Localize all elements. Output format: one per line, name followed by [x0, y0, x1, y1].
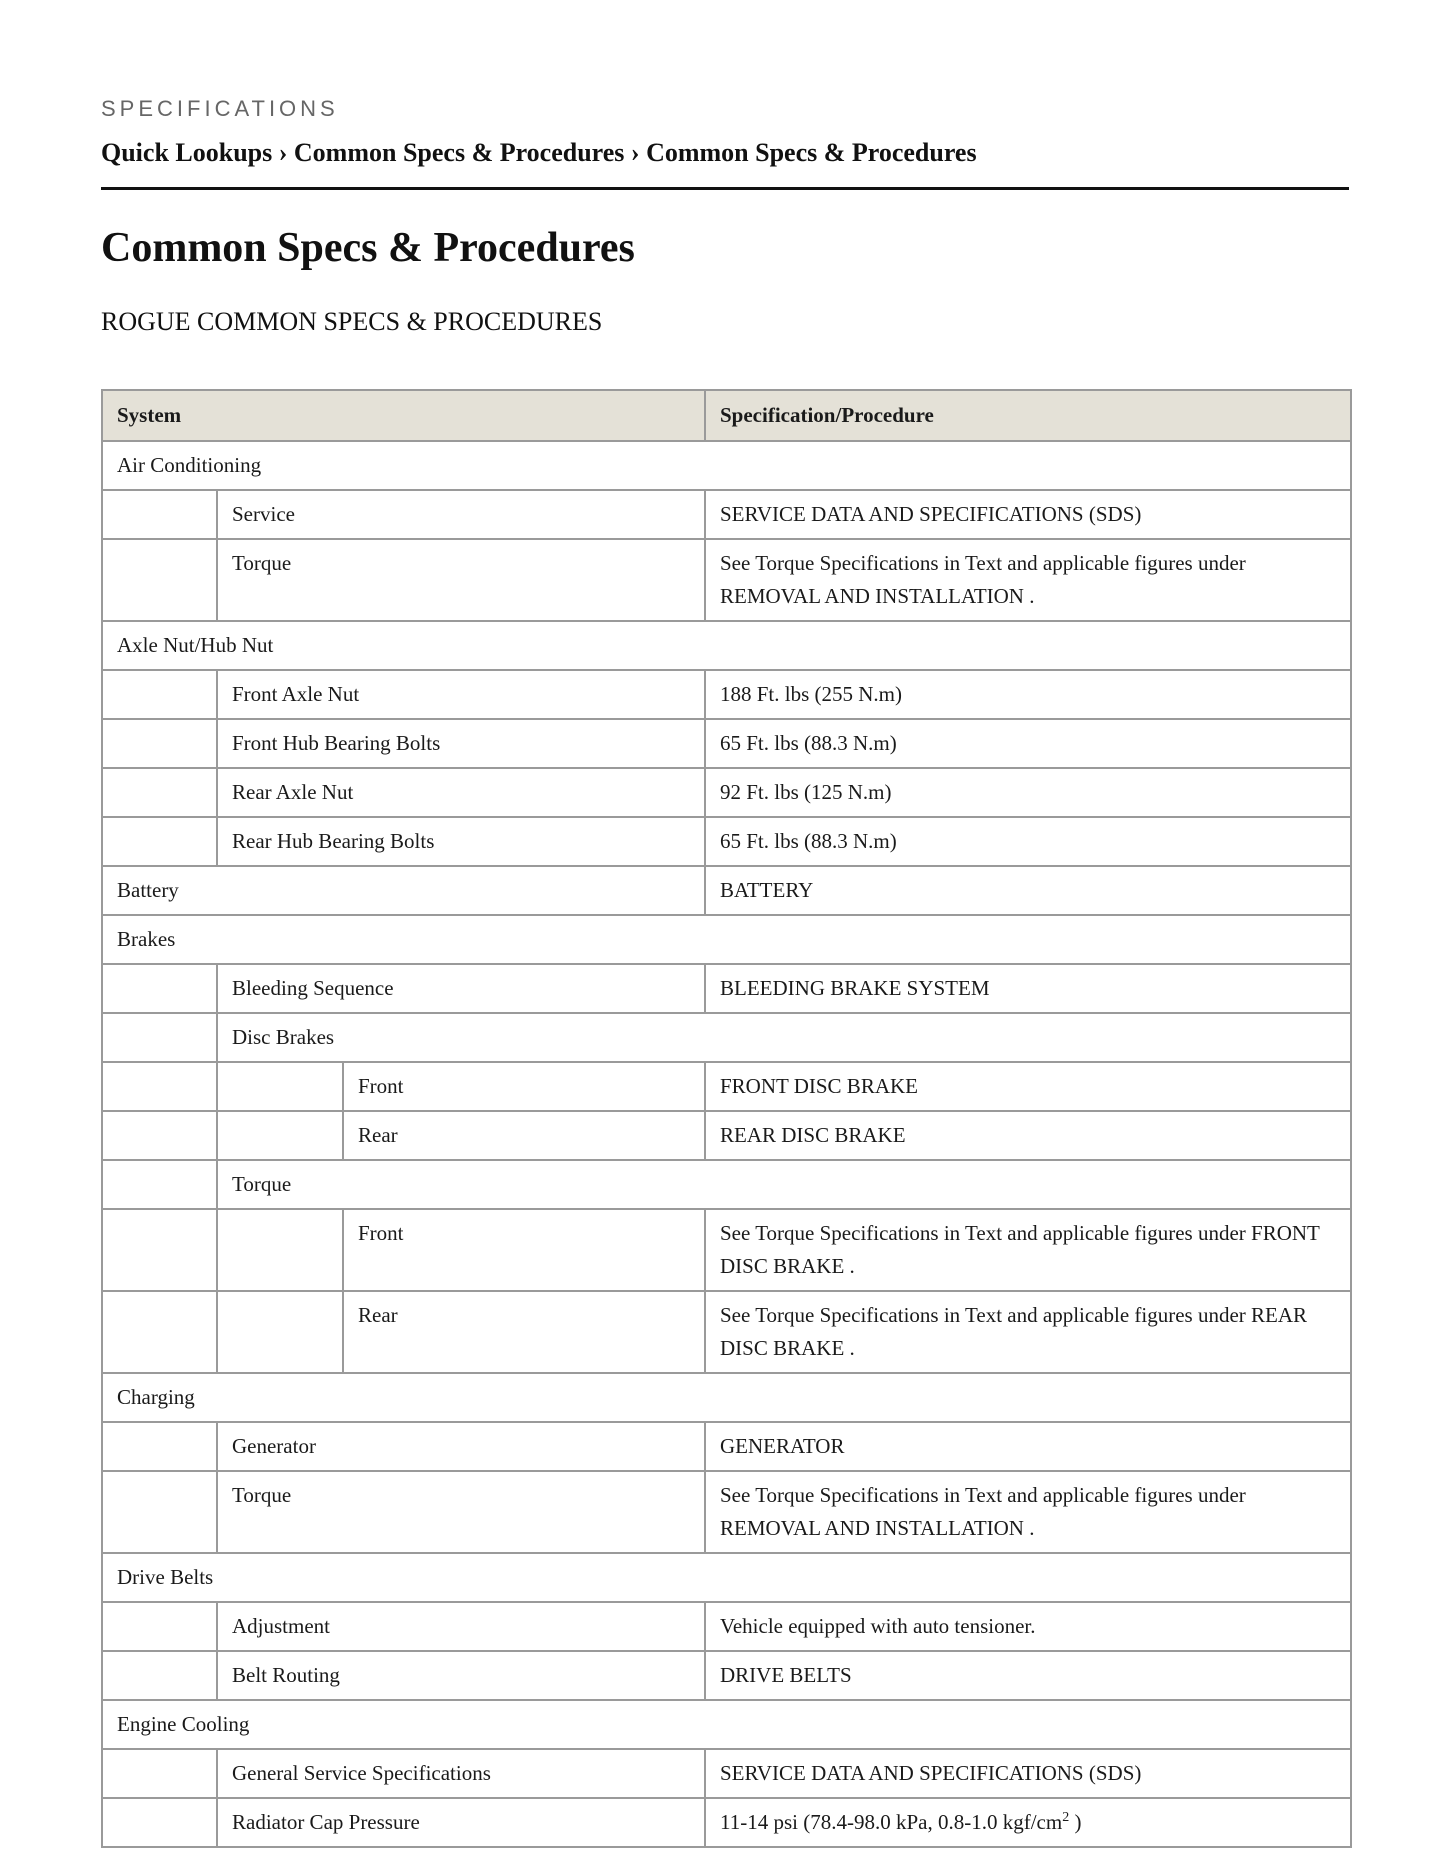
system-cell: Engine Cooling [102, 1700, 1351, 1749]
system-cell: Torque [217, 1471, 705, 1553]
indent-cell [102, 1209, 217, 1291]
system-cell: Brakes [102, 915, 1351, 964]
system-cell: Torque [217, 1160, 1351, 1209]
system-cell: Rear [343, 1111, 705, 1160]
specification-cell [705, 1798, 1351, 1847]
specification-cell: 188 Ft. lbs (255 N.m) [705, 670, 1351, 719]
specification-cell: SERVICE DATA AND SPECIFICATIONS (SDS) [705, 490, 1351, 539]
system-cell: Adjustment [217, 1602, 705, 1651]
indent-cell [102, 539, 217, 621]
specification-cell: See Torque Specifications in Text and applicable figures under REMOVAL AND INSTALLATION . [705, 539, 1351, 621]
table-row [102, 1062, 1351, 1111]
system-cell: Front Hub Bearing Bolts [217, 719, 705, 768]
spec-superscript: 2 [1062, 1810, 1070, 1825]
system-cell: Battery [102, 866, 705, 915]
section-kicker: SPECIFICATIONS [101, 96, 339, 121]
indent-cell [102, 817, 217, 866]
header-divider [101, 187, 1349, 190]
indent-cell [102, 1422, 217, 1471]
system-cell: Front Axle Nut [217, 670, 705, 719]
table-row [102, 1291, 1351, 1373]
table-row [102, 1651, 1351, 1700]
specification-cell: 65 Ft. lbs (88.3 N.m) [705, 719, 1351, 768]
system-cell: Service [217, 490, 705, 539]
table-row [102, 719, 1351, 768]
specification-cell: See Torque Specifications in Text and applicable figures under FRONT DISC BRAKE . [705, 1209, 1351, 1291]
table-row [102, 670, 1351, 719]
system-cell: Air Conditioning [102, 441, 1351, 490]
specification-cell: See Torque Specifications in Text and applicable figures under REAR DISC BRAKE . [705, 1291, 1351, 1373]
specification-cell: REAR DISC BRAKE [705, 1111, 1351, 1160]
breadcrumb: Quick Lookups › Common Specs & Procedures › Common Specs & Procedures [101, 138, 977, 167]
system-cell: Generator [217, 1422, 705, 1471]
indent-cell [102, 670, 217, 719]
system-cell: Rear Axle Nut [217, 768, 705, 817]
specification-cell: See Torque Specifications in Text and applicable figures under REMOVAL AND INSTALLATION . [705, 1471, 1351, 1553]
indent-cell [102, 964, 217, 1013]
table-row [102, 817, 1351, 866]
indent-cell [102, 1291, 217, 1373]
spec-text: 11-14 psi (78.4-98.0 kPa, 0.8-1.0 kgf/cm [720, 1810, 1063, 1834]
system-cell: Rear Hub Bearing Bolts [217, 817, 705, 866]
indent-cell [102, 1651, 217, 1700]
page-subtitle: ROGUE COMMON SPECS & PROCEDURES [101, 307, 603, 336]
table-row [102, 1013, 1351, 1062]
system-cell: Drive Belts [102, 1553, 1351, 1602]
specification-cell: 65 Ft. lbs (88.3 N.m) [705, 817, 1351, 866]
specification-cell: SERVICE DATA AND SPECIFICATIONS (SDS) [705, 1749, 1351, 1798]
table-row [102, 964, 1351, 1013]
indent-cell [102, 1749, 217, 1798]
specification-cell: Vehicle equipped with auto tensioner. [705, 1602, 1351, 1651]
table-row [102, 1749, 1351, 1798]
indent-cell [102, 719, 217, 768]
specs-table [101, 389, 1352, 1848]
table-row [102, 1700, 1351, 1749]
indent-cell [217, 1062, 343, 1111]
specification-cell: 92 Ft. lbs (125 N.m) [705, 768, 1351, 817]
table-row [102, 539, 1351, 621]
system-cell: Front [343, 1062, 705, 1111]
system-cell: Torque [217, 539, 705, 621]
system-cell: Radiator Cap Pressure [217, 1798, 705, 1847]
table-row [102, 866, 1351, 915]
table-header-row [102, 390, 1351, 441]
indent-cell [102, 490, 217, 539]
indent-cell [102, 1471, 217, 1553]
indent-cell [102, 1111, 217, 1160]
indent-cell [102, 1602, 217, 1651]
indent-cell [102, 768, 217, 817]
table-row [102, 1602, 1351, 1651]
specification-cell: DRIVE BELTS [705, 1651, 1351, 1700]
indent-cell [217, 1291, 343, 1373]
indent-cell [217, 1209, 343, 1291]
indent-cell [102, 1798, 217, 1847]
specification-cell: BATTERY [705, 866, 1351, 915]
table-body [102, 441, 1351, 1847]
system-cell: Axle Nut/Hub Nut [102, 621, 1351, 670]
indent-cell [102, 1062, 217, 1111]
table-row [102, 1798, 1351, 1847]
system-cell: Front [343, 1209, 705, 1291]
indent-cell [102, 1160, 217, 1209]
column-header-specification: Specification/Procedure [705, 390, 1351, 441]
table-row [102, 441, 1351, 490]
specification-cell: GENERATOR [705, 1422, 1351, 1471]
table-row [102, 1373, 1351, 1422]
system-cell: Charging [102, 1373, 1351, 1422]
specification-cell: FRONT DISC BRAKE [705, 1062, 1351, 1111]
indent-cell [102, 1013, 217, 1062]
table-row [102, 1209, 1351, 1291]
table-row [102, 1111, 1351, 1160]
page-title: Common Specs & Procedures [101, 225, 635, 271]
system-cell: General Service Specifications [217, 1749, 705, 1798]
table-row [102, 621, 1351, 670]
system-cell: Bleeding Sequence [217, 964, 705, 1013]
table-row [102, 768, 1351, 817]
table-row [102, 1471, 1351, 1553]
system-cell: Rear [343, 1291, 705, 1373]
indent-cell [217, 1111, 343, 1160]
table-row [102, 915, 1351, 964]
table-row [102, 1553, 1351, 1602]
specification-cell: BLEEDING BRAKE SYSTEM [705, 964, 1351, 1013]
spec-text-tail: ) [1069, 1810, 1082, 1834]
table-row [102, 1422, 1351, 1471]
table-row [102, 490, 1351, 539]
system-cell: Belt Routing [217, 1651, 705, 1700]
system-cell: Disc Brakes [217, 1013, 1351, 1062]
column-header-system: System [102, 390, 705, 441]
table-row [102, 1160, 1351, 1209]
